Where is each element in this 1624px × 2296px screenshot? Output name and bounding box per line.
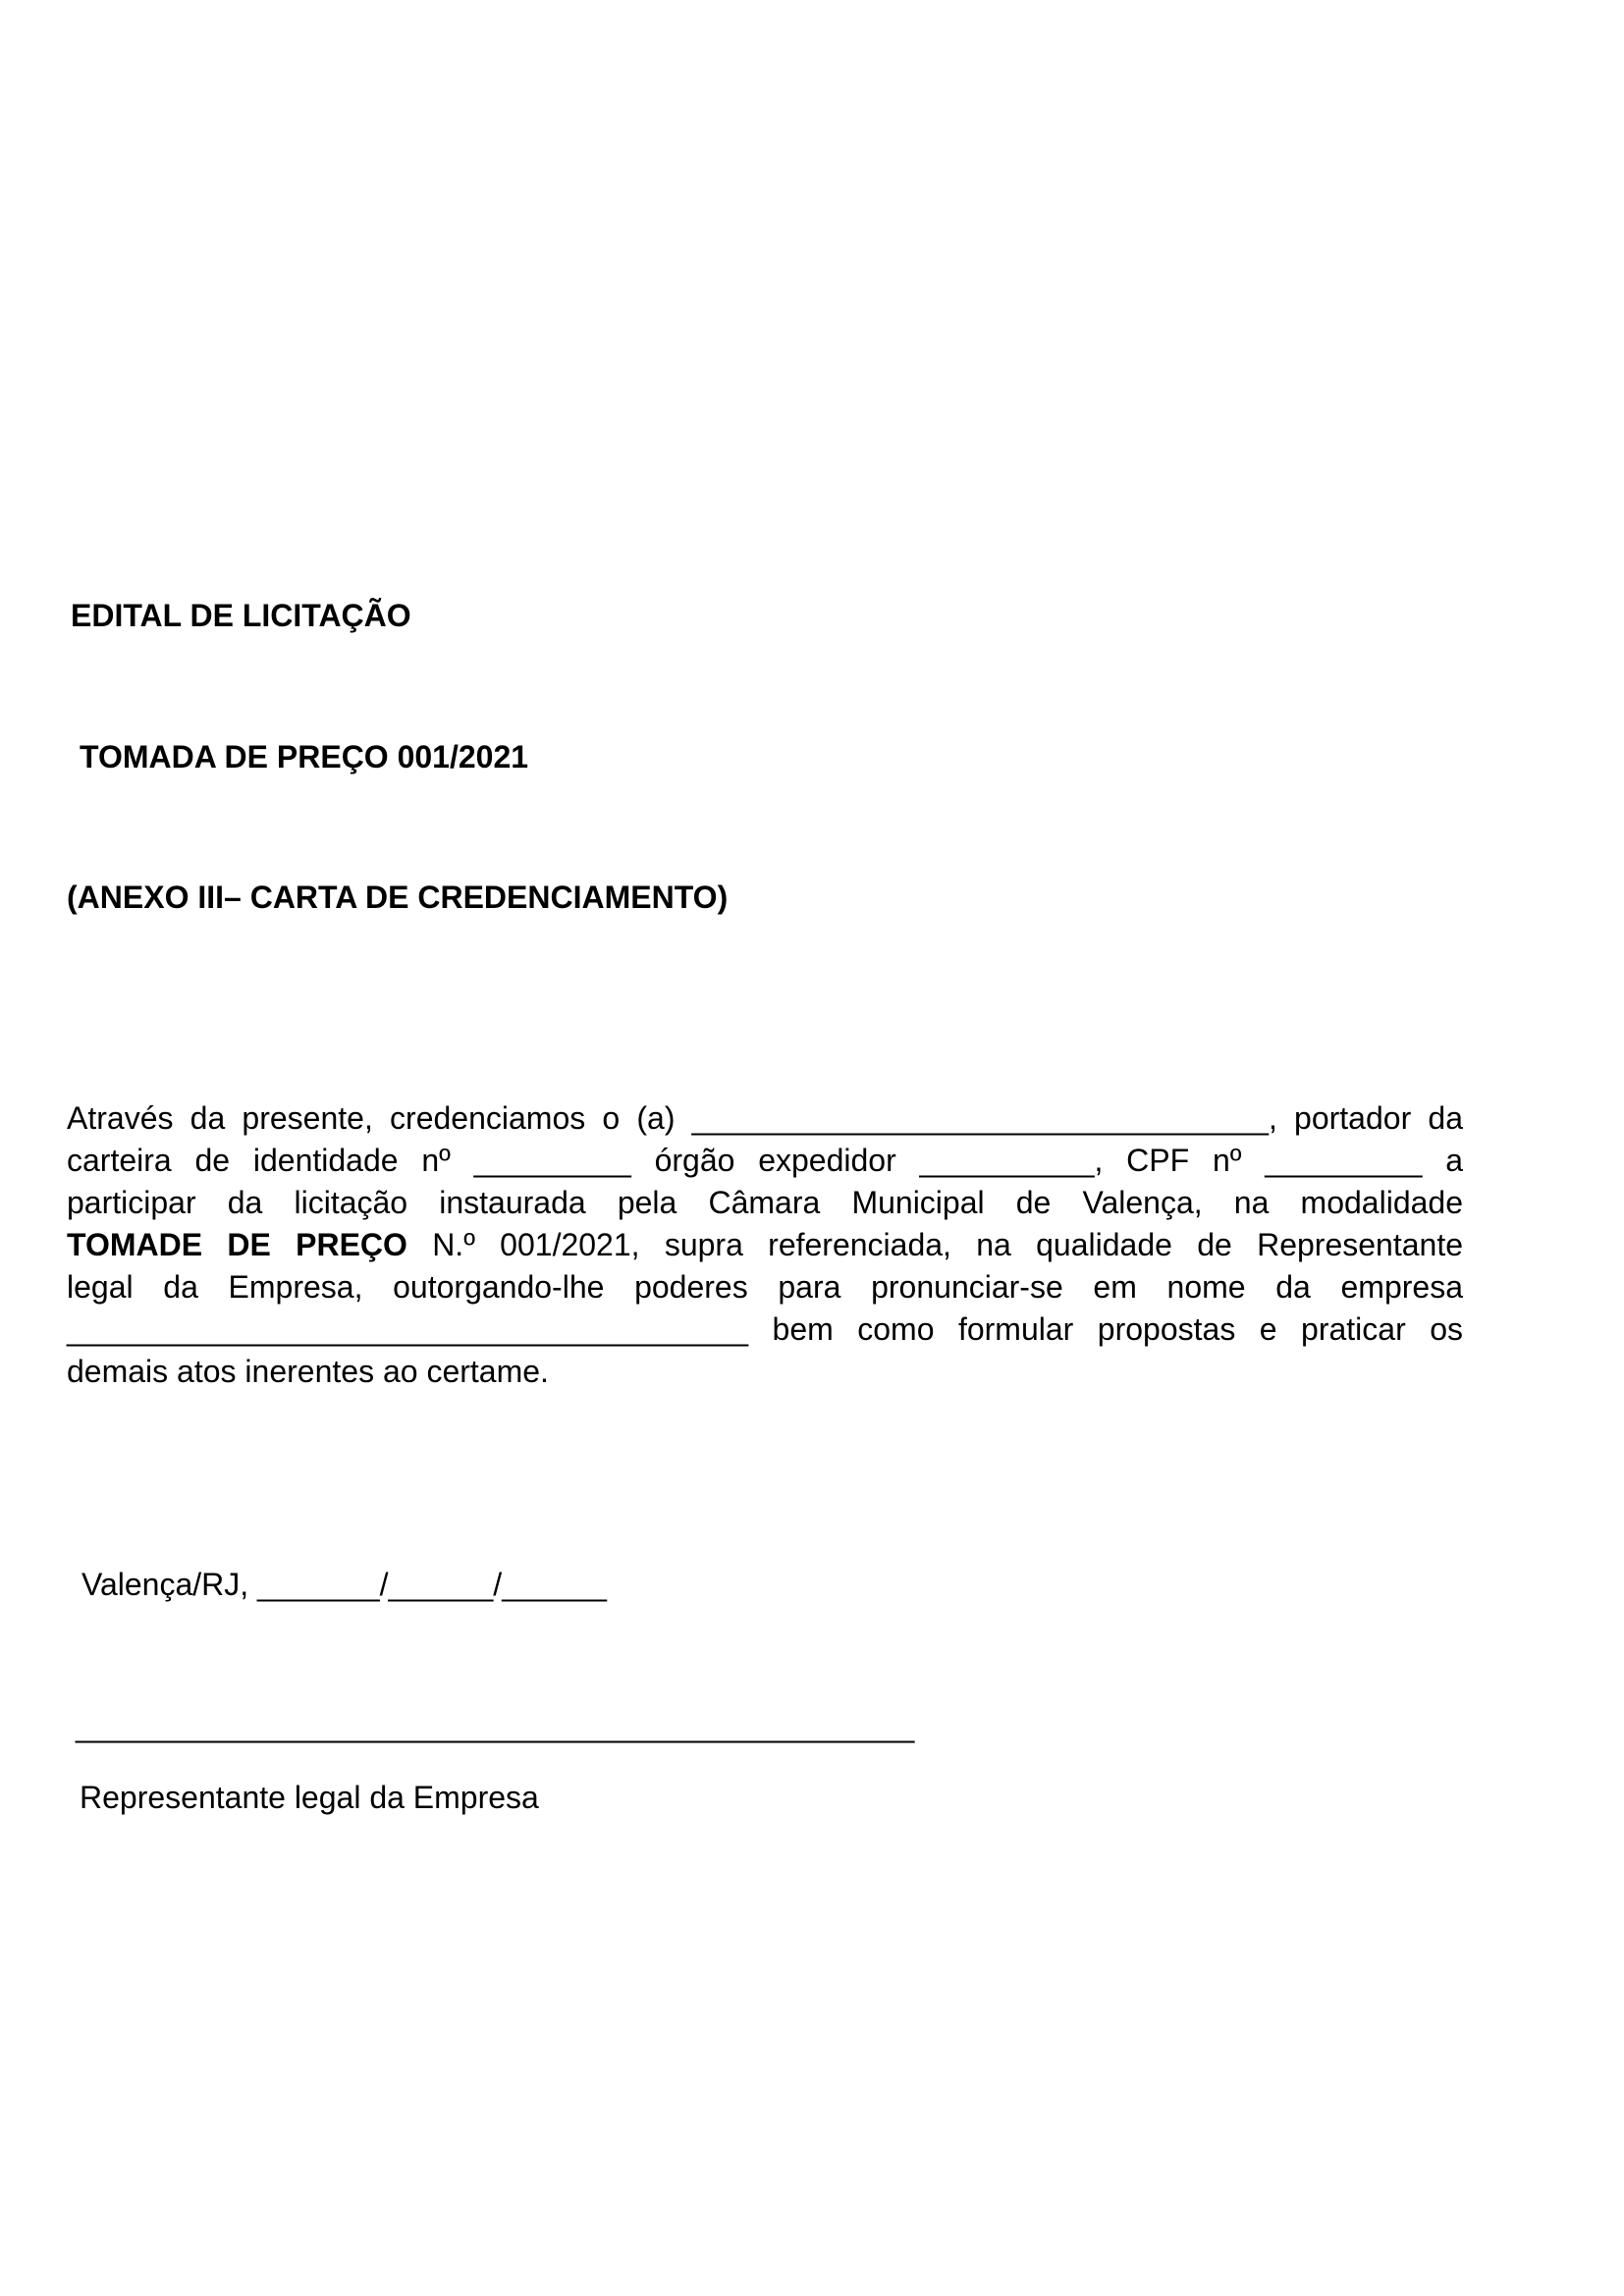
paragraph-line-7: demais atos inerentes ao certame. (67, 1354, 549, 1389)
heading-edital-de-licitacao: EDITAL DE LICITAÇÃO (71, 598, 411, 633)
signature-label: Representante legal da Empresa (80, 1780, 539, 1815)
paragraph-line-4 (67, 1224, 1463, 1266)
paragraph-line-6: _______________________________________ bem como formular propostas e praticar os (67, 1311, 1463, 1347)
paragraph-line-4-rest: N.º 001/2021, supra referenciada, na qualidade de Representante (406, 1227, 1463, 1262)
signature-line: ________________________________________________ (76, 1708, 915, 1743)
tomade-de-preco-bold-text: TOMADE DE PREÇO (67, 1227, 407, 1262)
heading-tomada-de-preco: TOMADA DE PREÇO 001/2021 (80, 739, 529, 774)
paragraph-line-1: Através da presente, credenciamos o (a) _________________________________, portador da (67, 1100, 1463, 1136)
city-date-blank-line: Valença/RJ, _______/______/______ (81, 1567, 607, 1602)
heading-anexo-carta-credenciamento: (ANEXO III– CARTA DE CREDENCIAMENTO) (67, 880, 729, 915)
paragraph-line-2: carteira de identidade nº _________ órgão expedidor __________, CPF nº _________ a (67, 1143, 1463, 1178)
paragraph-line-3: participar da licitação instaurada pela Câmara Municipal de Valença, na modalidade (67, 1185, 1463, 1220)
paragraph-line-5: legal da Empresa, outorgando-lhe poderes para pronunciar-se em nome da empresa (67, 1269, 1463, 1305)
credential-paragraph (67, 1097, 1463, 1393)
